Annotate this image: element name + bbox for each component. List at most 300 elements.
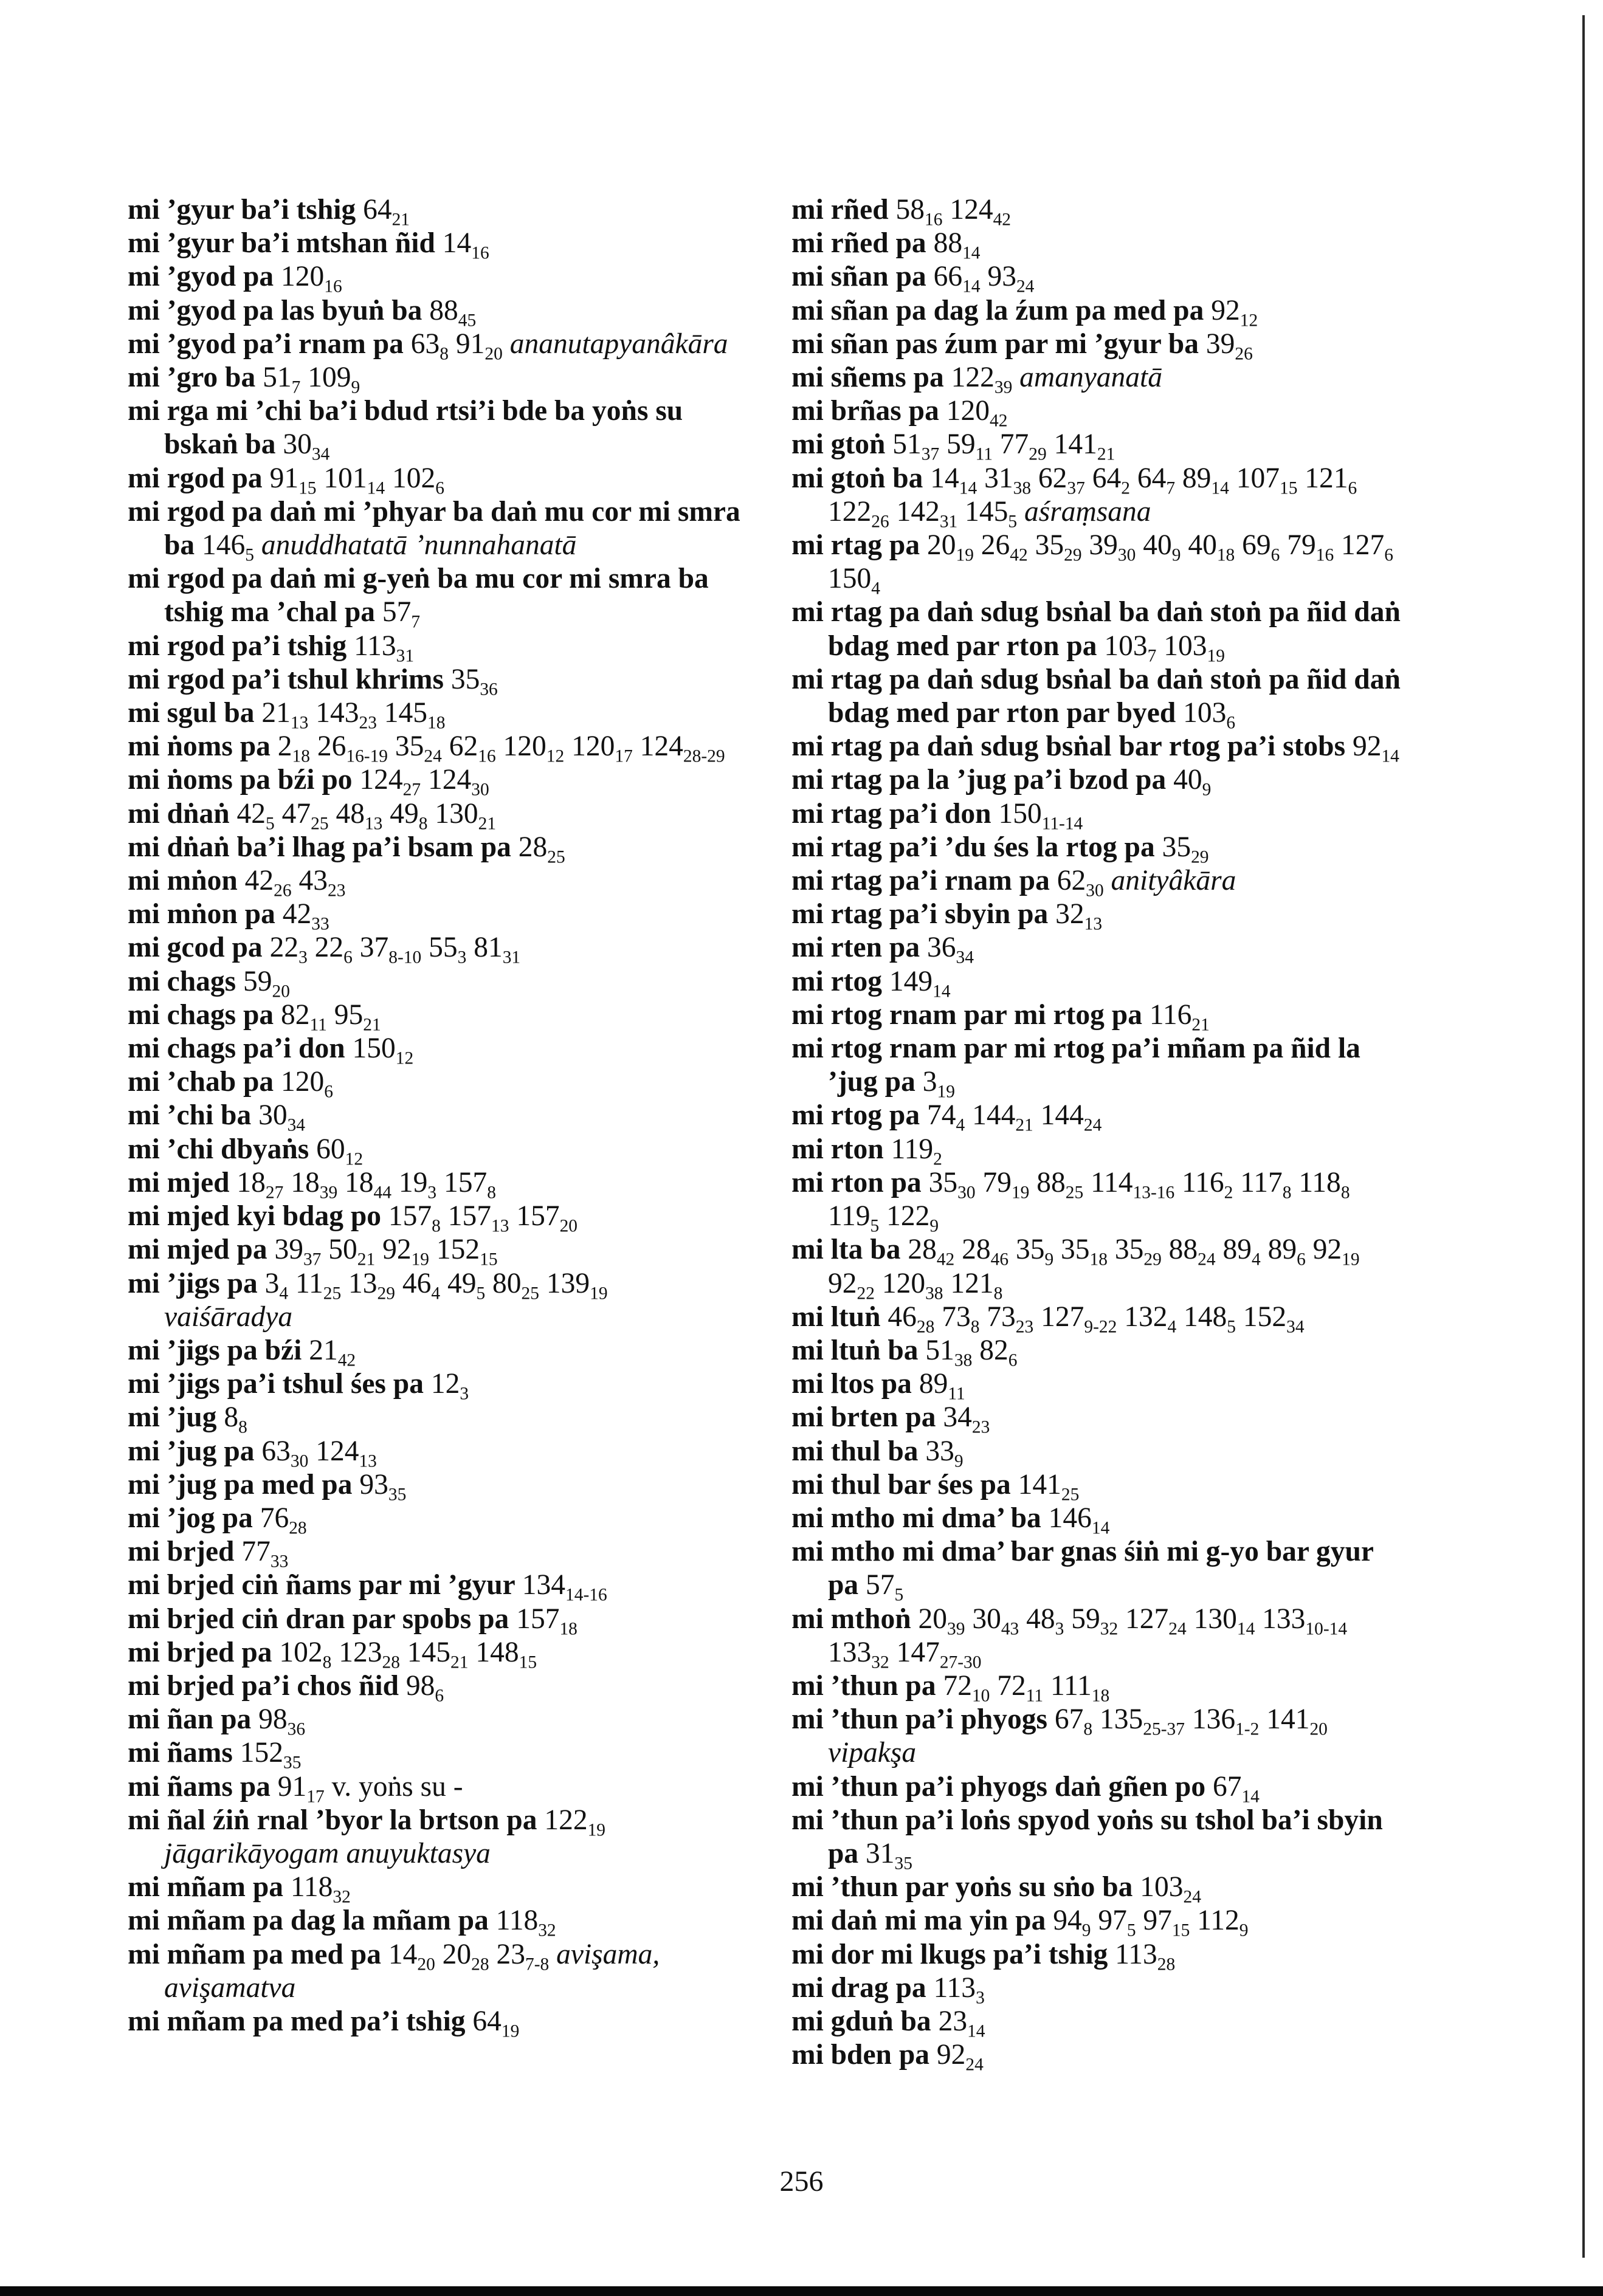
page-reference: $88_{25}$ bbox=[1036, 1166, 1084, 1203]
page-reference: $32_{13}$ bbox=[1055, 898, 1103, 934]
index-entry bbox=[791, 2005, 1405, 2041]
page-reference: $21_{42}$ bbox=[309, 1334, 356, 1370]
page-reference: $73_8$ bbox=[942, 1301, 980, 1336]
index-entry bbox=[128, 562, 742, 632]
index-entry bbox=[128, 931, 742, 968]
page-reference: $46_{28}$ bbox=[888, 1301, 935, 1336]
page-reference: $120_{12}$ bbox=[503, 730, 565, 766]
page-reference: $112_9$ bbox=[1197, 1905, 1249, 1940]
page-reference: $148_5$ bbox=[1184, 1301, 1236, 1336]
page-reference: $2_{18}$ bbox=[277, 730, 310, 766]
page-reference: $26_{16-19}$ bbox=[317, 730, 388, 766]
page-reference: $50_{21}$ bbox=[328, 1234, 376, 1270]
index-entry bbox=[128, 1603, 742, 1636]
page-reference: $120_{16}$ bbox=[281, 261, 342, 297]
page-reference: $60_{12}$ bbox=[316, 1133, 364, 1169]
page-reference: $93_{35}$ bbox=[359, 1468, 407, 1505]
page-reference: $72_{10}$ bbox=[943, 1669, 990, 1706]
index-entry bbox=[128, 1636, 742, 1672]
index-entry bbox=[128, 2005, 742, 2041]
page-reference: $20_{39}$ bbox=[918, 1603, 965, 1638]
entry-term: mi ltuṅ bbox=[791, 1301, 888, 1333]
page-reference: $51_{38}$ bbox=[925, 1334, 973, 1370]
index-column-right bbox=[791, 193, 1405, 2075]
page-reference: $124_{13}$ bbox=[315, 1435, 377, 1471]
index-entry bbox=[128, 998, 742, 1035]
page-reference: $95_{21}$ bbox=[334, 998, 381, 1035]
page-reference: $13_{29}$ bbox=[348, 1267, 395, 1303]
index-entry bbox=[791, 1804, 1405, 1874]
index-entry bbox=[791, 1535, 1405, 1605]
page-reference: $92_{14}$ bbox=[1352, 730, 1399, 766]
entry-term: mi rtag pa’i sbyin pa bbox=[791, 898, 1056, 930]
page-reference: $42_5$ bbox=[236, 797, 275, 833]
entry-term: mi ’jog pa bbox=[128, 1502, 260, 1534]
entry-term: mi sñems pa bbox=[791, 362, 951, 394]
index-entry bbox=[128, 1535, 742, 1572]
entry-term: mi mtho mi dma’ ba bbox=[791, 1502, 1049, 1534]
page-reference: $22_6$ bbox=[314, 932, 353, 968]
page-reference: $82_{11}$ bbox=[281, 998, 327, 1035]
entry-term: mi mjed bbox=[128, 1166, 237, 1198]
page-reference: $119_2$ bbox=[891, 1133, 942, 1169]
page-reference: $146_5$ bbox=[202, 529, 255, 565]
page-reference: $139_{19}$ bbox=[546, 1267, 608, 1303]
entry-term: mi rtag pa’i don bbox=[791, 797, 999, 830]
entry-term: mi thul ba bbox=[791, 1435, 926, 1467]
page-reference: $152_{34}$ bbox=[1243, 1301, 1305, 1336]
page-reference: $3_{19}$ bbox=[922, 1066, 955, 1102]
entry-term: mi chags bbox=[128, 965, 243, 997]
entry-term: mi brjed ciṅ dran par spobs pa bbox=[128, 1603, 517, 1635]
page-reference: $77_{29}$ bbox=[999, 428, 1047, 464]
page-reference: $59_{11}$ bbox=[946, 428, 993, 464]
page-reference: $42_{26}$ bbox=[244, 865, 292, 901]
page-reference: $30_{34}$ bbox=[258, 1099, 306, 1135]
page-reference: $103_{19}$ bbox=[1163, 630, 1225, 665]
index-entry bbox=[791, 2038, 1405, 2075]
page-reference: $39_{30}$ bbox=[1089, 529, 1136, 565]
entry-term: mi brñas pa bbox=[791, 395, 946, 427]
index-entry bbox=[791, 663, 1405, 733]
index-entry bbox=[791, 1468, 1405, 1505]
page-reference: $62_{16}$ bbox=[449, 730, 496, 766]
page-reference: $147_{27-30}$ bbox=[896, 1636, 982, 1672]
page-reference: $103_7$ bbox=[1104, 630, 1157, 665]
page-reference: $144_{24}$ bbox=[1040, 1099, 1102, 1135]
index-entry bbox=[128, 730, 742, 766]
entry-term: mi mtho mi dma’ bar gnas śiṅ mi g-yo bar gyur pa bbox=[791, 1536, 1374, 1601]
entry-term: mi ṅoms pa bbox=[128, 730, 278, 763]
index-entry bbox=[791, 1099, 1405, 1135]
entry-term: mi ’jug pa med pa bbox=[128, 1468, 360, 1500]
page-reference: $141_{20}$ bbox=[1266, 1703, 1328, 1739]
page-reference: $35_{30}$ bbox=[928, 1166, 976, 1203]
index-entry bbox=[128, 328, 742, 364]
index-entry bbox=[128, 1099, 742, 1135]
entry-term: mi ñams bbox=[128, 1737, 240, 1769]
entry-term: mi mjed kyi bdag po bbox=[128, 1200, 388, 1232]
entry-term: mi rtog rnam par mi rtog pa’i mñam pa ñid la ’jug pa bbox=[791, 1033, 1360, 1098]
index-entry bbox=[128, 1233, 742, 1270]
index-entry bbox=[128, 1938, 742, 2005]
entry-term: mi rtag pa la ’jug pa’i bzod pa bbox=[791, 764, 1174, 796]
page-reference: $92_{22}$ bbox=[828, 1267, 875, 1303]
page-reference: $23_{14}$ bbox=[938, 2005, 985, 2041]
index-entry bbox=[128, 965, 742, 1001]
page-reference: $123_{28}$ bbox=[339, 1636, 400, 1672]
page-reference: $121_8$ bbox=[950, 1267, 1003, 1303]
page-reference: $124_{28-29}$ bbox=[639, 730, 725, 766]
index-entry bbox=[128, 1065, 742, 1102]
index-entry bbox=[128, 1703, 742, 1739]
page-reference: $49_8$ bbox=[390, 797, 428, 833]
entry-term: mi mñam pa bbox=[128, 1871, 291, 1903]
sanskrit-equivalent: amanyanatā bbox=[1019, 362, 1163, 394]
page-reference: $49_5$ bbox=[447, 1267, 486, 1303]
entry-term: mi sñan pa bbox=[791, 261, 934, 293]
page-reference: $64_{19}$ bbox=[472, 2005, 520, 2041]
entry-term: mi sñan pas źum par mi ’gyur ba bbox=[791, 328, 1206, 360]
entry-term: mi rgod pa bbox=[128, 462, 270, 494]
page-reference: $20_{19}$ bbox=[926, 529, 974, 565]
page-reference: $113_3$ bbox=[933, 1971, 985, 2008]
index-entry bbox=[791, 1301, 1405, 1334]
index-entry bbox=[128, 1468, 742, 1505]
page-reference: $23_{7-8}$ bbox=[496, 1938, 550, 1974]
entry-term: mi ’thun pa’i loṅs spyod yoṅs su tshol ba’i sbyin pa bbox=[791, 1804, 1383, 1869]
index-entry bbox=[791, 1703, 1405, 1770]
index-entry bbox=[791, 998, 1405, 1035]
page-reference: $35_{29}$ bbox=[1162, 831, 1209, 867]
page-reference: $152_{15}$ bbox=[436, 1234, 498, 1270]
entry-term: mi rgod pa daṅ mi ’phyar ba daṅ mu cor mi smra ba bbox=[128, 495, 740, 562]
entry-term: mi mjed pa bbox=[128, 1234, 275, 1266]
page-number: 256 bbox=[779, 2165, 824, 2198]
page-reference: $124_{30}$ bbox=[427, 764, 489, 800]
page-reference: $28_{42}$ bbox=[908, 1234, 955, 1270]
page-reference: $79_{16}$ bbox=[1287, 529, 1334, 565]
page-reference: $148_{15}$ bbox=[475, 1636, 537, 1672]
entry-term: mi brjed pa’i chos ñid bbox=[128, 1669, 406, 1702]
index-entry bbox=[128, 1736, 742, 1773]
page-reference: $133_{32}$ bbox=[828, 1636, 889, 1672]
entry-term: mi brjed ciṅ ñams par mi ’gyur bbox=[128, 1569, 522, 1601]
page-reference: $80_{25}$ bbox=[492, 1267, 539, 1303]
page-reference: $134_{14-16}$ bbox=[522, 1569, 607, 1605]
page-reference: $91_{15}$ bbox=[269, 462, 317, 498]
page-reference: $122_{26}$ bbox=[828, 495, 889, 532]
page-reference: $69_6$ bbox=[1242, 529, 1280, 565]
index-entry bbox=[128, 1804, 742, 1871]
index-entry bbox=[791, 931, 1405, 968]
entry-term: mi rtag pa daṅ sdug bsṅal ba daṅ stoṅ pa ñid daṅ bdag med par rton pa bbox=[791, 596, 1401, 662]
page-reference: $130_{21}$ bbox=[435, 797, 497, 833]
index-entry bbox=[791, 1032, 1405, 1102]
page-reference: $30_{43}$ bbox=[972, 1603, 1019, 1638]
sanskrit-equivalent: vipakşa bbox=[828, 1737, 917, 1769]
sanskrit-equivalent: aśraṃsana bbox=[1024, 495, 1151, 528]
page-reference: $35_{36}$ bbox=[450, 663, 498, 699]
page-reference: $145_{18}$ bbox=[384, 697, 446, 733]
index-entry bbox=[128, 1334, 742, 1370]
index-entry bbox=[128, 696, 742, 733]
page-reference: $114_{13-16}$ bbox=[1091, 1166, 1175, 1203]
sanskrit-equivalent: ananutapyanâkāra bbox=[509, 328, 728, 360]
page-reference: $98_6$ bbox=[405, 1669, 444, 1706]
entry-term: mi brjed bbox=[128, 1536, 242, 1568]
page-reference: $35_{29}$ bbox=[1114, 1234, 1162, 1270]
page-reference: $149_{14}$ bbox=[889, 965, 951, 1001]
page-reference: $143_{23}$ bbox=[315, 697, 377, 733]
page-reference: $14_{14}$ bbox=[930, 462, 977, 498]
page-reference: $14_{20}$ bbox=[388, 1938, 435, 1974]
page-reference: $144_{21}$ bbox=[972, 1099, 1033, 1135]
page-reference: $127_{9-22}$ bbox=[1041, 1301, 1117, 1336]
index-entry bbox=[791, 1133, 1405, 1169]
page-reference: $35_{29}$ bbox=[1035, 529, 1082, 565]
right-margin-rule bbox=[1582, 15, 1585, 2258]
page-reference: $74_4$ bbox=[926, 1099, 965, 1135]
entry-term: mi ’thun pa’i phyogs bbox=[791, 1703, 1055, 1736]
page-reference: $8_8$ bbox=[224, 1401, 247, 1437]
page-reference: $59_{20}$ bbox=[243, 965, 290, 1001]
index-entry bbox=[128, 1401, 742, 1437]
page-reference: $92_{19}$ bbox=[1312, 1234, 1360, 1270]
page-reference: $136_{1-2}$ bbox=[1191, 1703, 1260, 1739]
page-reference: $3_4$ bbox=[264, 1267, 289, 1303]
page-reference: $47_{25}$ bbox=[281, 797, 329, 833]
page-reference: $40_9$ bbox=[1173, 764, 1212, 800]
entry-term: mi rga mi ’chi ba’i bdud rtsi’i bde ba yoṅs su bskaṅ ba bbox=[128, 395, 683, 461]
index-entry bbox=[128, 1669, 742, 1706]
page-reference: $48_3$ bbox=[1026, 1603, 1064, 1638]
page-reference: $88_{45}$ bbox=[429, 294, 477, 330]
index-entry bbox=[128, 663, 742, 699]
entry-term: mi brten pa bbox=[791, 1401, 943, 1434]
index-entry bbox=[791, 1367, 1405, 1404]
index-entry bbox=[791, 361, 1405, 397]
page-reference: $35_9$ bbox=[1015, 1234, 1054, 1270]
entry-term: mi chags pa bbox=[128, 998, 281, 1031]
entry-term: mi gtoṅ ba bbox=[791, 462, 931, 494]
entry-term: mi thul bar śes pa bbox=[791, 1468, 1018, 1500]
page-reference: $62_{37}$ bbox=[1038, 462, 1085, 498]
page-reference: $120_{38}$ bbox=[881, 1267, 943, 1303]
page-reference: $82_6$ bbox=[979, 1334, 1018, 1370]
page-reference: $46_4$ bbox=[402, 1267, 441, 1303]
index-entry bbox=[128, 1032, 742, 1068]
index-entry bbox=[128, 495, 742, 565]
entry-term: mi dṅaṅ ba’i lhag pa’i bsam pa bbox=[128, 831, 519, 863]
index-entry bbox=[791, 1401, 1405, 1437]
entry-term: mi mñam pa med pa’i tshig bbox=[128, 2005, 473, 2037]
sanskrit-equivalent: anuddhatatā ’nunnahanatā bbox=[261, 529, 577, 562]
page-reference: $59_{32}$ bbox=[1071, 1603, 1119, 1638]
entry-term: mi rtog pa bbox=[791, 1099, 927, 1132]
entry-term: mi ’gro ba bbox=[128, 362, 263, 394]
page-reference: $20_{28}$ bbox=[442, 1938, 489, 1974]
page-reference: $35_{24}$ bbox=[395, 730, 442, 766]
entry-term: mi ’gyur ba’i tshig bbox=[128, 194, 364, 225]
page-reference: $79_{19}$ bbox=[982, 1166, 1030, 1203]
page-reference: $73_{23}$ bbox=[987, 1301, 1034, 1336]
page-reference: $37_{8-10}$ bbox=[359, 932, 422, 968]
page-reference: $92_{12}$ bbox=[1211, 294, 1258, 330]
page-reference: $111_{18}$ bbox=[1050, 1669, 1110, 1706]
page-reference: $67_8$ bbox=[1054, 1703, 1093, 1739]
page-reference: $109_9$ bbox=[308, 362, 360, 397]
index-entry bbox=[128, 227, 742, 263]
page-reference: $88_{14}$ bbox=[933, 227, 981, 263]
entry-term: mi rtag pa bbox=[791, 529, 927, 562]
page-reference: $116_2$ bbox=[1182, 1166, 1233, 1203]
entry-term: mi dṅaṅ bbox=[128, 797, 237, 830]
index-entry bbox=[128, 294, 742, 328]
entry-term: mi ’chi dbyaṅs bbox=[128, 1133, 317, 1165]
index-entry bbox=[791, 831, 1405, 867]
page-reference: $119_5$ bbox=[828, 1200, 880, 1236]
entry-term: mi ’gyur ba’i mtshan ñid bbox=[128, 227, 443, 260]
index-entry bbox=[791, 1770, 1405, 1804]
entry-term: mi rtog rnam par mi rtog pa bbox=[791, 998, 1150, 1031]
index-entry bbox=[791, 1669, 1405, 1706]
index-entry bbox=[128, 864, 742, 901]
page-reference: $22_3$ bbox=[269, 932, 308, 968]
page-reference: $63_{30}$ bbox=[261, 1435, 309, 1471]
page-reference: $142_{31}$ bbox=[896, 495, 958, 532]
page-reference: $77_{33}$ bbox=[241, 1536, 289, 1572]
page-reference: $117_8$ bbox=[1240, 1166, 1292, 1203]
entry-term: mi lta ba bbox=[791, 1234, 908, 1266]
entry-term: mi rton pa bbox=[791, 1166, 929, 1198]
index-entry bbox=[128, 1200, 742, 1236]
page-reference: $94_9$ bbox=[1053, 1905, 1091, 1940]
entry-term: mi rten pa bbox=[791, 932, 927, 964]
entry-term: mi ñams pa bbox=[128, 1770, 278, 1803]
entry-term: mi mñam pa dag la mñam pa bbox=[128, 1905, 496, 1937]
entry-term: mi brjed pa bbox=[128, 1636, 280, 1668]
page-reference: $93_{24}$ bbox=[987, 261, 1035, 297]
entry-term: mi ’thun par yoṅs su sṅo ba bbox=[791, 1871, 1140, 1903]
page-reference: $135_{25-37}$ bbox=[1100, 1703, 1185, 1739]
index-entry bbox=[791, 596, 1405, 665]
entry-term: mi rtag pa daṅ sdug bsṅal ba daṅ stoṅ pa ñid daṅ bdag med par rton par byed bbox=[791, 663, 1401, 729]
index-entry bbox=[791, 763, 1405, 800]
index-entry bbox=[128, 1435, 742, 1471]
page-reference: $57_5$ bbox=[866, 1569, 904, 1605]
page-reference: $127_6$ bbox=[1341, 529, 1393, 565]
page-reference: $124_{27}$ bbox=[359, 764, 421, 800]
entry-term: mi rtag pa daṅ sdug bsṅal bar rtog pa’i stobs bbox=[791, 730, 1353, 763]
index-entry bbox=[791, 965, 1405, 1001]
page-reference: $92_{24}$ bbox=[936, 2039, 984, 2075]
page-reference: $18_{44}$ bbox=[345, 1166, 391, 1203]
entry-term: mi ’jigs pa bbox=[128, 1267, 265, 1299]
page-reference: $40_{18}$ bbox=[1188, 529, 1235, 565]
entry-term: mi chags pa’i don bbox=[128, 1033, 353, 1065]
page-reference: $58_{16}$ bbox=[895, 194, 943, 230]
index-entry bbox=[791, 462, 1405, 532]
page-reference: $113_{31}$ bbox=[354, 630, 415, 665]
page-reference: $103_{24}$ bbox=[1140, 1871, 1201, 1907]
page-reference: $28_{25}$ bbox=[518, 831, 565, 867]
index-entry bbox=[791, 1603, 1405, 1672]
page-reference: $132_4$ bbox=[1124, 1301, 1177, 1336]
index-entry bbox=[128, 898, 742, 934]
page-reference: $97_{15}$ bbox=[1143, 1905, 1190, 1940]
page-reference: $28_{46}$ bbox=[962, 1234, 1009, 1270]
page-reference: $102_8$ bbox=[279, 1636, 332, 1672]
index-entry bbox=[128, 1367, 742, 1404]
index-entry bbox=[128, 1569, 742, 1605]
page-reference: $120_6$ bbox=[281, 1066, 334, 1102]
page-reference: $88_{24}$ bbox=[1168, 1234, 1216, 1270]
page-reference: $11_{25}$ bbox=[295, 1267, 342, 1303]
index-entry bbox=[791, 1904, 1405, 1940]
page-reference: $33_9$ bbox=[925, 1435, 964, 1471]
index-entry bbox=[128, 831, 742, 867]
entry-term: mi rtag pa’i ’du śes la rtog pa bbox=[791, 831, 1162, 863]
page-reference: $157_{13}$ bbox=[447, 1200, 509, 1236]
page-reference: $42_{33}$ bbox=[282, 898, 329, 934]
entry-term: mi ’thun pa’i phyogs daṅ gñen po bbox=[791, 1770, 1213, 1803]
page-reference: $133_{10-14}$ bbox=[1262, 1603, 1348, 1638]
page-reference: $66_{14}$ bbox=[933, 261, 981, 297]
page-reference: $91_{20}$ bbox=[455, 328, 503, 364]
page-reference: $89_{14}$ bbox=[1182, 462, 1229, 498]
page-reference: $34_{23}$ bbox=[943, 1401, 990, 1437]
page-reference: $121_6$ bbox=[1305, 462, 1357, 498]
page-reference: $150_4$ bbox=[828, 563, 880, 599]
index-entry bbox=[791, 1435, 1405, 1471]
entry-term: mi rgod pa daṅ mi g-yeṅ ba mu cor mi smra ba tshig ma ’chal pa bbox=[128, 563, 709, 628]
index-entry bbox=[128, 1502, 742, 1538]
page-reference: $76_{28}$ bbox=[260, 1502, 307, 1538]
page-reference: $63_8$ bbox=[410, 328, 449, 364]
index-entry bbox=[128, 361, 742, 397]
entry-term: mi ltos pa bbox=[791, 1368, 919, 1400]
entry-term: mi gtoṅ bbox=[791, 428, 893, 461]
page-reference: $150_{12}$ bbox=[352, 1033, 414, 1068]
page-reference: $98_{36}$ bbox=[258, 1703, 306, 1739]
page-reference: $122_{19}$ bbox=[544, 1804, 606, 1840]
page-reference: $89_6$ bbox=[1267, 1234, 1306, 1270]
index-entry bbox=[128, 462, 742, 498]
entry-term: mi rtag pa’i rnam pa bbox=[791, 865, 1057, 897]
index-entry bbox=[791, 730, 1405, 766]
entry-term: mi ’gyod pa las byuṅ ba bbox=[128, 294, 430, 326]
index-entry bbox=[791, 1938, 1405, 1974]
scan-bottom-edge bbox=[0, 2286, 1603, 2296]
index-entry bbox=[791, 1334, 1405, 1370]
page-reference: $31_{38}$ bbox=[984, 462, 1032, 498]
index-entry bbox=[791, 1233, 1405, 1303]
index-entry bbox=[791, 294, 1405, 328]
page-reference: $145_5$ bbox=[965, 495, 1018, 532]
index-entry bbox=[128, 630, 742, 663]
entry-term: mi rtog bbox=[791, 965, 889, 997]
page-reference: $55_3$ bbox=[429, 932, 467, 968]
page-reference: $19_3$ bbox=[398, 1166, 437, 1203]
index-entry bbox=[791, 428, 1405, 464]
page-reference: $62_{30}$ bbox=[1057, 865, 1104, 901]
entry-term: mi sñan pa dag la źum pa med pa bbox=[791, 294, 1212, 326]
page-reference: $21_{13}$ bbox=[261, 697, 309, 733]
page-reference: $157_{20}$ bbox=[516, 1200, 577, 1236]
entry-term: mi ’thun pa bbox=[791, 1669, 943, 1702]
entry-term: mi ’jigs pa’i tshul śes pa bbox=[128, 1368, 431, 1400]
